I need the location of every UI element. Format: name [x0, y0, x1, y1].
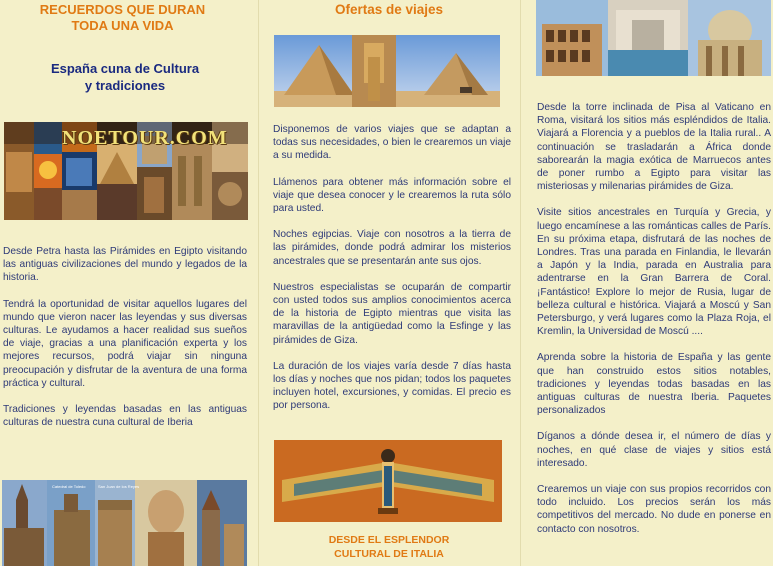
isis-graphic: [274, 440, 502, 522]
panel-left-body: [3, 245, 247, 429]
paragraph-petra: Desde Petra hasta las Pirámides en Egipto visitando las antiguas civilizaciones del mundo y legados de la historia.: [3, 246, 247, 284]
spain-monuments-photos: [2, 480, 247, 566]
isis-egyptian-artwork: [274, 440, 502, 522]
subheading-line-1: España cuna de Cultura: [50, 61, 200, 76]
caption-san-juan-reyes: San Juan de los Reyes: [98, 484, 140, 489]
paragraph-especialistas: Nuestros especialistas se ocuparán de compartir con usted todos sus amplios conocimientos acerca de la historia de Egipto mientras que visita las maravillas de la antigüedad como la Esfinge y las pirámides de Giza.: [273, 281, 511, 346]
egypt-pyramids-photo: [274, 35, 500, 107]
panel-center: [258, 0, 520, 566]
paragraph-noches-egipcias: Noches egipcias. Viaje con nosotros a la tierra de las pirámides, donde podrá admirar los misterios ancestrales que se presentarán ante sus ojos.: [273, 229, 511, 267]
panel-center-footer: [258, 533, 520, 561]
panel-center-heading: Ofertas de viajes: [334, 2, 444, 17]
world-monuments-collage: [4, 122, 248, 220]
paragraph-historia-espana: Aprenda sobre la historia de España y las gente que han construido estos sitios notables, tradiciones y leyendas todas basadas en las antiguas culturas de nuestra Iberia. Paquetes personalizados: [537, 352, 771, 417]
egypt-photo-graphic: [274, 35, 500, 107]
panel-right: [520, 0, 773, 566]
paragraph-viajes: Disponemos de varios viajes que se adaptan a todas sus necesidades, o bien le crearemos un viaje a su medida.: [273, 124, 511, 162]
paragraph-turquia-grecia: Visite sitios ancestrales en Turquía y Grecia, y luego encamínese a las románticas calles de París. En su próxima etapa, disfrutará de las noches de Londres. Tras una parada en Finlandia, le llevarán a Japón y la India, parada en Australia para adentrarse en la Gran Barrera de Coral. ¡Fantástico! Explore lo mejor de Rusia, lugar de belleza cultural e histórica. Viajará a Moscú y San Petersburgo, y verá lugares como la Plaza Roja, el Kremlin, la Universidad de Moscú ....: [537, 207, 771, 338]
panel-center-body: [273, 123, 511, 413]
panel-left-subheading: [0, 60, 250, 94]
paragraph-oportunidad: Tendrá la oportunidad de visitar aquellos lugares del mundo que vieron nacer las leyendas y sus diversas culturas. Le ayudamos a hacer realidad sus sueños de viaje, gracias a una planificación experta y los mejores recursos, podrá viajar sin ninguna preocupación y disfrutar de la aventura de una forma práctica y cultural.: [3, 298, 247, 389]
paragraph-crearemos: Crearemos un viaje con sus propios recorridos con todo incluido. Los precios serán los más competitivos del mercado. No dude en ponerse en contacto con nosotros.: [537, 484, 771, 535]
italy-monuments-photo: [536, 0, 771, 76]
spain-photos-graphic: [2, 480, 247, 566]
panel-left-heading: [0, 2, 245, 34]
subheading-line-2: y tradiciones: [84, 78, 166, 93]
noetour-logo: NOETOUR.COM: [62, 127, 228, 149]
paragraph-diganos: Díganos a dónde desea ir, el número de días y noches, en qué clase de viajes y sitios está interesado.: [537, 431, 771, 469]
paragraph-tradiciones: Tradiciones y leyendas basadas en las antiguas culturas de nuestra cuna cultural de Iberia: [3, 404, 247, 429]
paragraph-duracion: La duración de los viajes varía desde 7 días hasta los días y noches que nos pidan; todos los paquetes incluyen hotel, excursiones, y comidas. El precio es por persona.: [273, 360, 511, 412]
paragraph-llamenos: Llámenos para obtener más información sobre el viaje que desea conocer y le crearemos la ruta sólo para usted.: [273, 176, 511, 215]
paragraph-italia: Desde la torre inclinada de Pisa al Vaticano en Roma, visitará los sitios más espléndidos de Italia. Viajará a Florencia y a pueblos de la Italia rural.. A continuación se trasladarán a África donde saborearán la magia exótica de Marruecos antes de poner rumbo a Egipto para visitar las misteriosas y milenarias pirámides de Giza.: [537, 102, 771, 193]
caption-catedral-toledo: Catedral de Toledo: [52, 484, 86, 489]
panel-left: [0, 0, 258, 566]
footer-line-2: CULTURAL DE ITALIA: [334, 548, 444, 560]
panel-right-body: [537, 101, 771, 536]
footer-line-1: DESDE EL ESPLENDOR: [328, 534, 450, 546]
heading-line-2: TODA UNA VIDA: [71, 18, 174, 33]
italy-photo-graphic: [536, 0, 771, 76]
heading-line-1: RECUERDOS QUE DURAN: [39, 2, 206, 17]
